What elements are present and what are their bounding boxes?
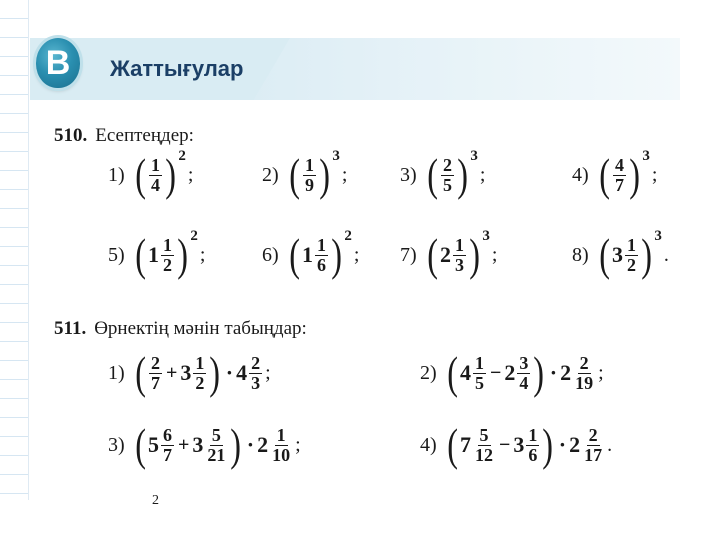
item-label: 2) [262,163,279,186]
punctuation: ; [265,361,271,384]
denominator: 7 [163,444,172,465]
whole-part: 4 [236,360,248,385]
fraction [249,354,262,393]
left-paren: ( [134,347,146,398]
expression-item [108,347,271,398]
section-badge: В [36,38,80,88]
item-label: 4) [572,163,589,186]
exponent: 3 [470,148,478,164]
fraction [149,354,162,393]
denominator: 7 [615,174,624,195]
multiply-dot: · [246,432,255,457]
whole-part: 2 [504,360,516,385]
numerator: 1 [163,234,172,255]
numerator: 1 [528,424,538,445]
left-paren: ( [134,149,146,200]
punctuation: ; [479,163,486,186]
punctuation: ; [353,243,360,266]
exercise-item [108,228,206,280]
item-label: 3) [108,433,125,456]
fraction [526,426,539,465]
denominator: 2 [195,372,205,393]
numerator: 5 [211,424,221,445]
item-label: 7) [400,243,417,266]
denominator: 2 [163,254,172,275]
fraction [193,354,206,393]
right-paren: ) [469,229,481,280]
item-label: 8) [572,243,589,266]
exercise-item [400,228,498,280]
numerator: 2 [151,352,160,373]
whole-part: 3 [612,242,623,267]
whole-part: 3 [192,432,204,457]
right-paren: ) [629,149,641,200]
punctuation: ; [341,163,348,186]
fraction [613,156,626,195]
right-paren: ) [230,419,242,470]
denominator: 5 [443,174,452,195]
fraction [161,236,174,275]
exercise-item [108,148,194,200]
numerator: 3 [519,352,529,373]
denominator: 12 [475,444,493,465]
whole-part: 7 [460,432,471,457]
multiply-dot: · [549,360,558,385]
exponent: 2 [344,228,352,244]
right-paren: ) [331,229,343,280]
punctuation: . [607,433,613,456]
numerator: 2 [251,352,261,373]
left-paren: ( [446,347,458,398]
exercise-item [262,148,348,200]
right-paren: ) [165,149,177,200]
numerator: 1 [195,352,205,373]
item-label: 1) [108,361,125,384]
right-paren: ) [641,229,653,280]
problem-511-heading [54,318,307,340]
whole-part: 2 [569,432,581,457]
exercise-item [572,148,658,200]
denominator: 19 [575,372,594,393]
denominator: 4 [151,174,160,195]
item-label: 2) [420,361,437,384]
left-paren: ( [288,229,300,280]
exercise-item [400,148,486,200]
whole-part: 2 [560,360,572,385]
punctuation: ; [651,163,658,186]
problem-510-heading [54,125,194,147]
numerator: 1 [151,154,160,175]
whole-part: 3 [513,432,525,457]
left-paren: ( [446,419,458,470]
left-paren: ( [426,229,438,280]
fraction [573,354,595,393]
denominator: 3 [251,372,261,393]
fraction [303,156,316,195]
exercise-item [262,228,360,280]
item-label: 4) [420,433,437,456]
denominator: 21 [207,444,226,465]
left-paren: ( [134,419,146,470]
problem-instruction: Өрнектің мәнін табыңдар: [94,318,307,339]
fraction [582,426,604,465]
whole-part: 1 [302,242,313,267]
exponent: 3 [654,228,662,244]
whole-part: 3 [180,360,192,385]
numerator: 4 [615,154,624,175]
exponent: 3 [332,148,340,164]
fraction [473,354,486,393]
truncated-next-line: 2 [152,493,159,508]
denominator: 7 [151,372,160,393]
right-paren: ) [319,149,331,200]
right-paren: ) [209,347,221,398]
numerator: 1 [276,424,286,445]
fraction [517,354,530,393]
numerator: 1 [627,234,636,255]
exponent: 2 [178,148,186,164]
punctuation: . [663,243,669,266]
problem-number: 510. [54,125,88,146]
denominator: 4 [519,372,529,393]
ruled-margin [0,0,29,500]
exponent: 3 [482,228,490,244]
numerator: 1 [305,154,314,175]
fraction [625,236,638,275]
item-label: 1) [108,163,125,186]
denominator: 10 [272,444,291,465]
operator: − [499,433,511,456]
expression-item [420,347,604,398]
exponent: 3 [642,148,650,164]
punctuation: ; [187,163,194,186]
left-paren: ( [598,229,610,280]
punctuation: ; [491,243,498,266]
numerator: 5 [479,424,489,445]
left-paren: ( [288,149,300,200]
numerator: 1 [455,234,464,255]
multiply-dot: · [225,360,234,385]
right-paren: ) [533,347,545,398]
problem-number: 511. [54,318,87,339]
operator: + [166,361,178,384]
expression-item [420,419,613,470]
numerator: 6 [163,424,172,445]
denominator: 9 [305,174,314,195]
item-label: 5) [108,243,125,266]
denominator: 3 [455,254,464,275]
item-label: 3) [400,163,417,186]
left-paren: ( [598,149,610,200]
left-paren: ( [426,149,438,200]
denominator: 17 [584,444,603,465]
whole-part: 5 [148,432,159,457]
whole-part: 2 [440,242,451,267]
right-paren: ) [177,229,189,280]
punctuation: ; [295,433,301,456]
numerator: 1 [475,352,484,373]
punctuation: ; [598,361,604,384]
whole-part: 4 [460,360,471,385]
fraction [205,426,227,465]
fraction [453,236,466,275]
fraction [315,236,328,275]
fraction [270,426,292,465]
whole-part: 2 [257,432,269,457]
left-paren: ( [134,229,146,280]
exercise-item [572,228,669,280]
problem-instruction: Есептеңдер: [95,125,194,146]
denominator: 6 [528,444,538,465]
fraction [149,156,162,195]
right-paren: ) [457,149,469,200]
expression-item [108,419,301,470]
fraction [473,426,495,465]
operator: − [490,361,502,384]
denominator: 5 [475,372,484,393]
numerator: 1 [317,234,326,255]
item-label: 6) [262,243,279,266]
fraction [441,156,454,195]
whole-part: 1 [148,242,159,267]
exponent: 2 [190,228,198,244]
numerator: 2 [579,352,589,373]
multiply-dot: · [558,432,567,457]
operator: + [178,433,190,456]
fraction [161,426,174,465]
denominator: 6 [317,254,326,275]
numerator: 2 [443,154,452,175]
numerator: 2 [588,424,598,445]
punctuation: ; [199,243,206,266]
right-paren: ) [542,419,554,470]
section-title: Жаттығулар [110,56,244,81]
denominator: 2 [627,254,636,275]
